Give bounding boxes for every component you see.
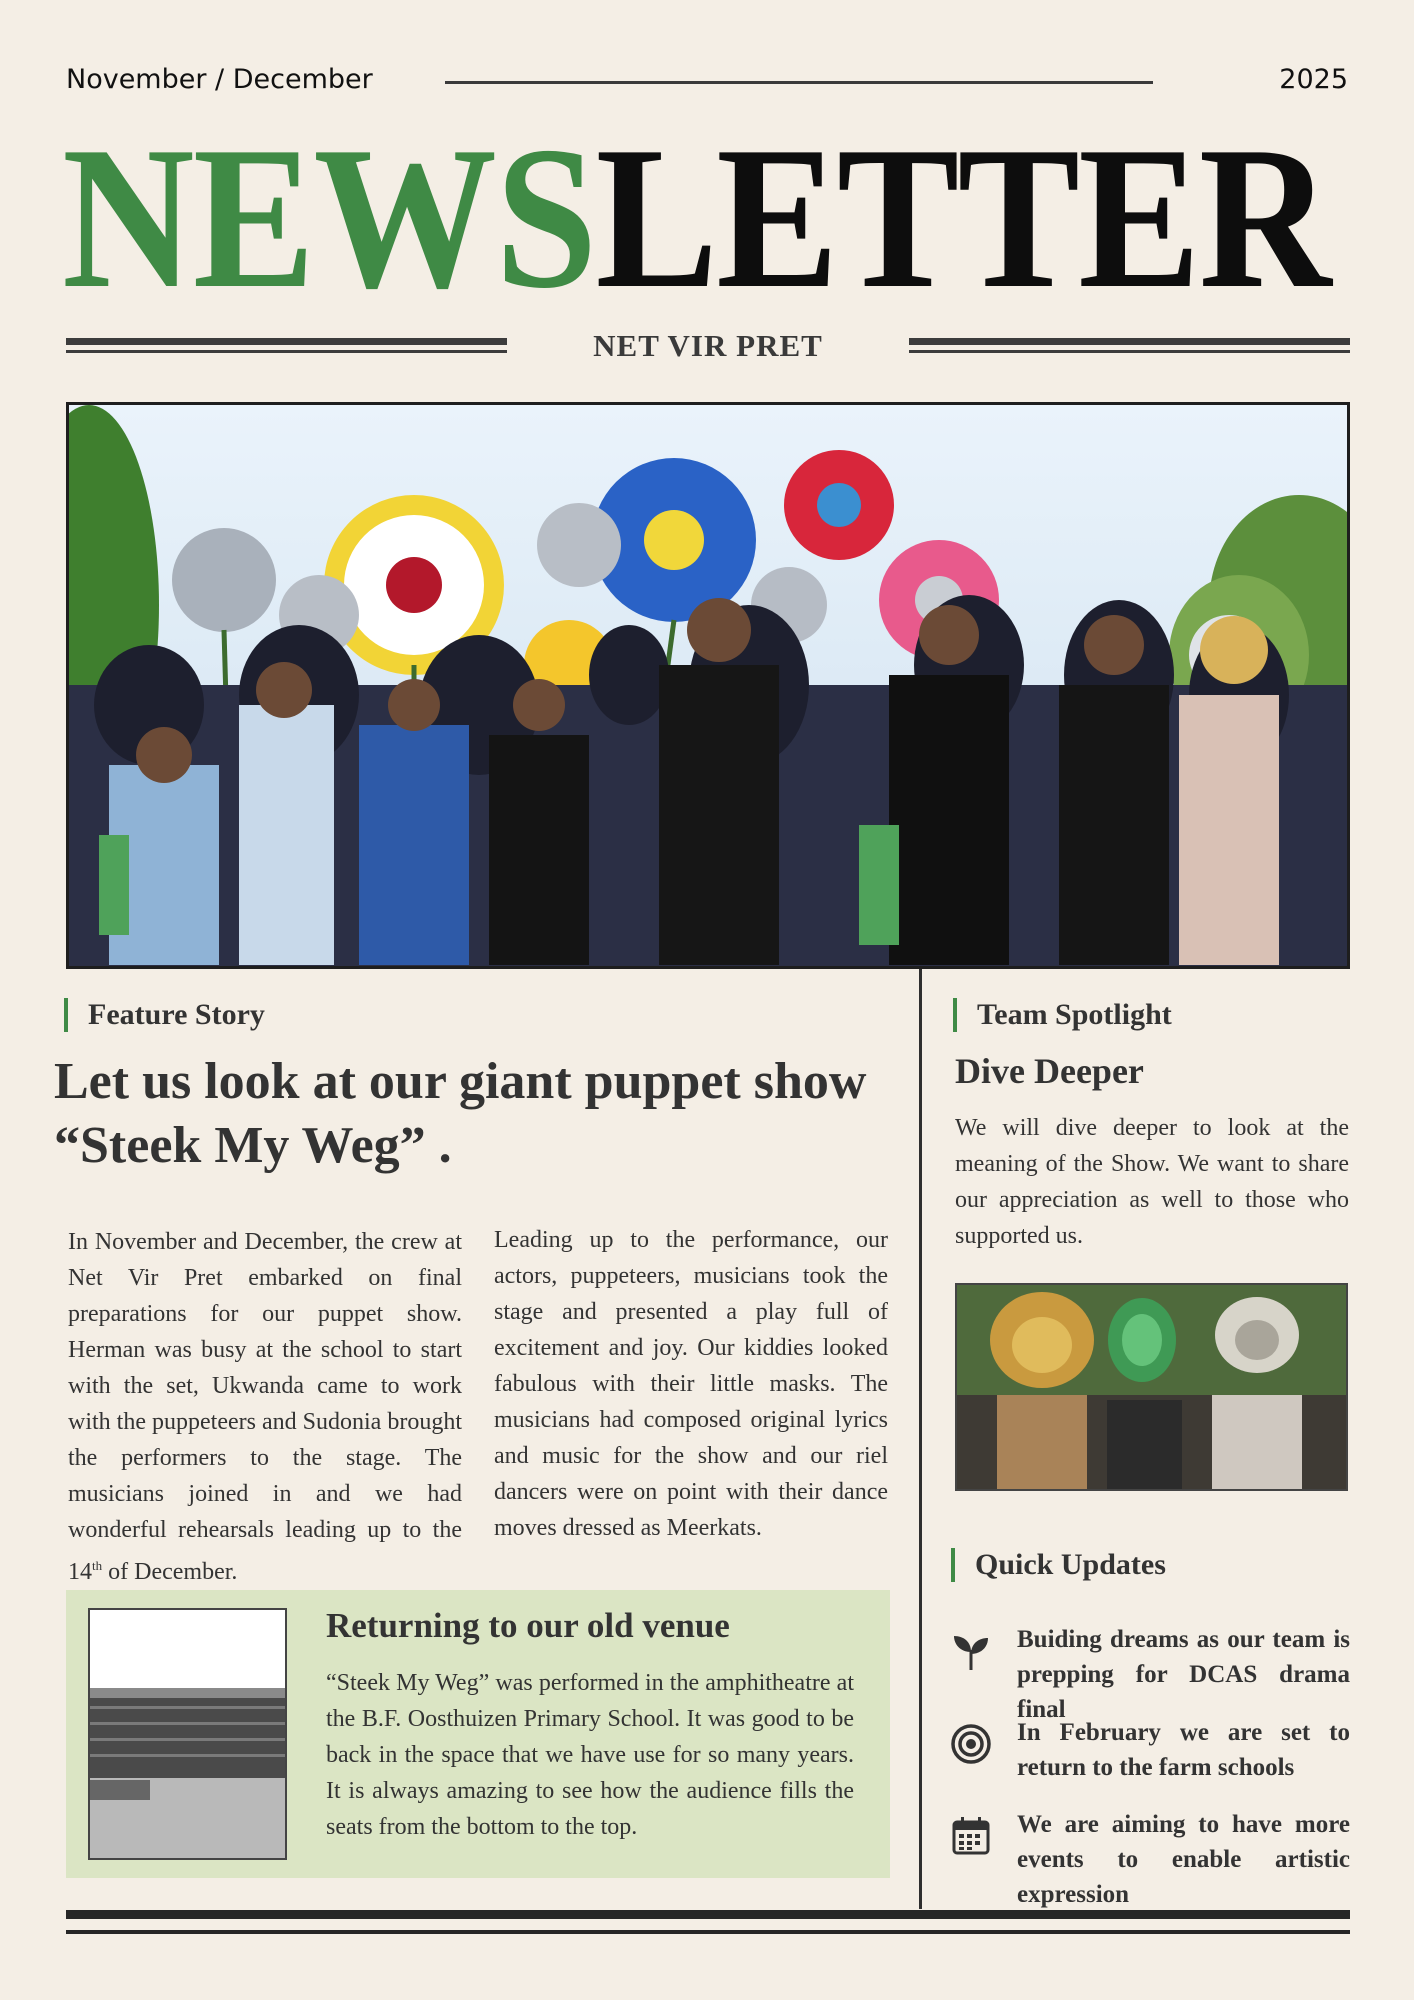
masthead xyxy=(62,105,1330,331)
venue-text: “Steek My Weg” was performed in the amphitheatre at the B.F. Oosthuizen Primary School. It was good to be back in the space that we have use for so many years. It is always amazing to see how the audience fills the seats from the bottom to the top. xyxy=(326,1670,854,1840)
subtitle-rule-left xyxy=(66,338,507,353)
venue-title: Returning to our old venue xyxy=(326,1606,730,1645)
feature-column-1-end: of December. xyxy=(102,1559,238,1585)
team-spotlight-tag: Team Spotlight xyxy=(953,998,1172,1032)
masked-performers-photo xyxy=(955,1283,1348,1491)
footer-rule xyxy=(66,1910,1350,1934)
subtitle-rule-right xyxy=(909,338,1350,353)
feature-story-tag: Feature Story xyxy=(64,998,265,1032)
update-text: Buiding dreams as our team is prepping for DCAS drama final xyxy=(1017,1626,1350,1723)
feature-column-2: Leading up to the performance, our actors, puppeteers, musicians took the stage and presented a play full of excitement and joy. Our kiddies looked fabulous with their little masks. The musicians had composed original lyrics and music for the show and our riel dancers were on point with their dance moves dressed as Meerkats. xyxy=(494,1227,888,1541)
issue-year: 2025 xyxy=(1279,64,1348,95)
spotlight-title: Dive Deeper xyxy=(955,1051,1144,1091)
organisation-name: NET VIR PRET xyxy=(593,328,823,363)
update-text: We are aiming to have more events to enable artistic expression xyxy=(1017,1811,1350,1908)
feature-headline: Let us look at our giant puppet show “Steek My Weg” . xyxy=(54,1053,867,1174)
sprout-icon xyxy=(950,1630,992,1672)
feature-column-1 xyxy=(68,1224,462,1590)
masthead-news: NEWS xyxy=(62,105,596,331)
target-icon xyxy=(950,1723,992,1765)
update-text: In February we are set to return to the farm schools xyxy=(1017,1719,1350,1781)
ordinal-suffix: th xyxy=(92,1558,103,1573)
calendar-icon xyxy=(950,1815,992,1857)
amphitheatre-photo xyxy=(88,1608,287,1860)
quick-updates-tag: Quick Updates xyxy=(951,1548,1166,1582)
header-divider xyxy=(445,81,1153,84)
masthead-letter: LETTER xyxy=(595,105,1330,331)
feature-column-1-text: In November and December, the crew at Net Vir Pret embarked on final preparations for our puppet show. Herman was busy at the school to start with the set, Ukwanda came to work with the puppeteers and Sudonia brought the performers to the stage. The musicians joined in and we had wonderful rehearsals leading up to the 14 xyxy=(68,1229,462,1585)
hero-photo xyxy=(66,402,1350,969)
issue-date: November / December xyxy=(66,64,373,95)
spotlight-text: We will dive deeper to look at the meaning of the Show. We want to share our appreciation as well to those who supported us. xyxy=(955,1115,1349,1249)
